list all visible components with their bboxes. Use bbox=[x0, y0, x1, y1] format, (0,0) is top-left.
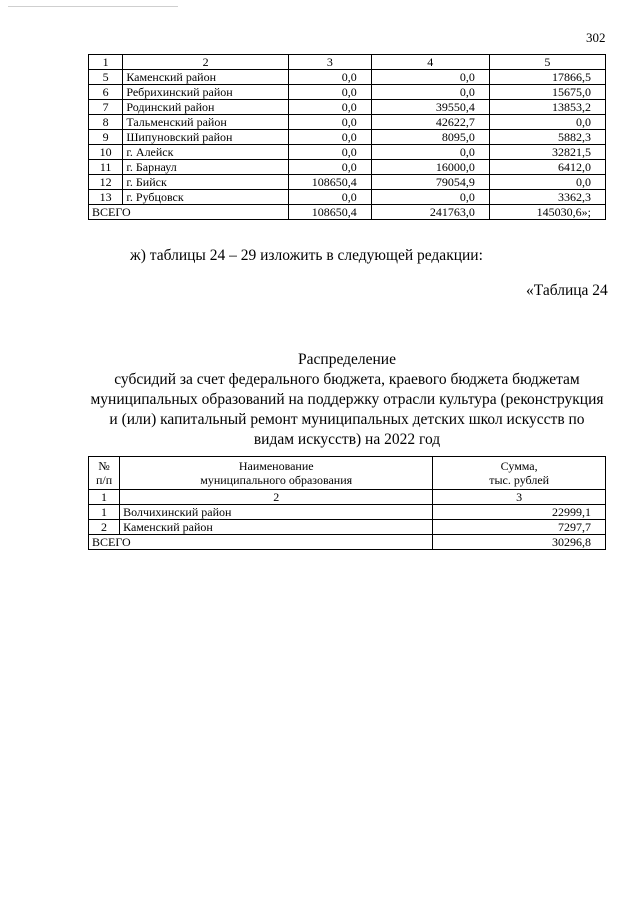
amount-cell: 16000,0 bbox=[371, 160, 489, 175]
table-heading bbox=[88, 350, 606, 450]
amount-cell: 0,0 bbox=[288, 190, 371, 205]
municipality-name: г. Рубцовск bbox=[123, 190, 289, 205]
total-row bbox=[89, 205, 606, 220]
amount-cell: 0,0 bbox=[288, 70, 371, 85]
row-number: 1 bbox=[89, 505, 120, 520]
municipality-name: Каменский район bbox=[123, 70, 289, 85]
municipality-name: Тальменский район bbox=[123, 115, 289, 130]
municipality-name: Каменский район bbox=[120, 520, 433, 535]
municipality-name: Родинский район bbox=[123, 100, 289, 115]
table-header-row bbox=[89, 457, 606, 490]
table-row bbox=[89, 100, 606, 115]
row-number: 9 bbox=[89, 130, 123, 145]
total-amount: 241763,0 bbox=[371, 205, 489, 220]
amount-cell: 0,0 bbox=[489, 115, 605, 130]
amount-cell: 0,0 bbox=[371, 70, 489, 85]
amount-cell: 0,0 bbox=[288, 160, 371, 175]
amount-cell: 79054,9 bbox=[371, 175, 489, 190]
table-row bbox=[89, 160, 606, 175]
table-row bbox=[89, 115, 606, 130]
municipality-name: Шипуновский район bbox=[123, 130, 289, 145]
amount-cell: 17866,5 bbox=[489, 70, 605, 85]
total-label: ВСЕГО bbox=[89, 205, 289, 220]
header-sum bbox=[433, 457, 606, 490]
amount-cell: 3362,3 bbox=[489, 190, 605, 205]
total-amount: 145030,6»; bbox=[489, 205, 605, 220]
table-row bbox=[89, 145, 606, 160]
amount-cell: 0,0 bbox=[288, 85, 371, 100]
header-text: № bbox=[98, 459, 110, 473]
heading-title: Распределение bbox=[298, 351, 396, 368]
table-row bbox=[89, 130, 606, 145]
amount-cell: 22999,1 bbox=[433, 505, 606, 520]
header-cell: 1 bbox=[89, 55, 123, 70]
row-number: 12 bbox=[89, 175, 123, 190]
table-row bbox=[89, 520, 606, 535]
column-number: 2 bbox=[120, 490, 433, 505]
municipality-name: Ребрихинский район bbox=[123, 85, 289, 100]
amount-cell: 39550,4 bbox=[371, 100, 489, 115]
column-number: 3 bbox=[433, 490, 606, 505]
header-cell: 5 bbox=[489, 55, 605, 70]
column-numbering-row bbox=[89, 490, 606, 505]
header-text: Наименование bbox=[238, 459, 314, 473]
amount-cell: 0,0 bbox=[288, 100, 371, 115]
heading-body: субсидий за счет федерального бюджета, краевого бюджета бюджетам муниципальных образований на поддержку отрасли культура (реконструкция и (или) капитальный ремонт муниципальных детских школ искусств по видам искусств) на 2022 год bbox=[90, 371, 604, 448]
header-text: п/п bbox=[95, 473, 113, 487]
top-divider bbox=[8, 6, 178, 7]
total-amount: 30296,8 bbox=[433, 535, 606, 550]
table-label: «Таблица 24 bbox=[526, 282, 608, 299]
amount-cell: 0,0 bbox=[371, 190, 489, 205]
header-cell: 3 bbox=[288, 55, 371, 70]
table-row bbox=[89, 85, 606, 100]
row-number: 7 bbox=[89, 100, 123, 115]
amendment-instruction: ж) таблицы 24 – 29 изложить в следующей редакции: bbox=[130, 247, 483, 264]
total-label: ВСЕГО bbox=[89, 535, 433, 550]
amount-cell: 0,0 bbox=[371, 85, 489, 100]
table-row bbox=[89, 70, 606, 85]
table-header-row bbox=[89, 55, 606, 70]
row-number: 13 bbox=[89, 190, 123, 205]
table-row bbox=[89, 190, 606, 205]
header-text: тыс. рублей bbox=[489, 473, 550, 487]
subsidy-table-24 bbox=[88, 456, 606, 550]
total-amount: 108650,4 bbox=[288, 205, 371, 220]
row-number: 6 bbox=[89, 85, 123, 100]
row-number: 11 bbox=[89, 160, 123, 175]
amount-cell: 6412,0 bbox=[489, 160, 605, 175]
header-number bbox=[89, 457, 120, 490]
subsidy-table-continuation bbox=[88, 54, 606, 220]
row-number: 8 bbox=[89, 115, 123, 130]
municipality-name: г. Алейск bbox=[123, 145, 289, 160]
row-number: 5 bbox=[89, 70, 123, 85]
amount-cell: 0,0 bbox=[288, 145, 371, 160]
column-number: 1 bbox=[89, 490, 120, 505]
amount-cell: 13853,2 bbox=[489, 100, 605, 115]
page-number: 302 bbox=[586, 30, 606, 45]
municipality-name: г. Барнаул bbox=[123, 160, 289, 175]
amount-cell: 108650,4 bbox=[288, 175, 371, 190]
header-text: муниципального образования bbox=[200, 473, 353, 487]
amount-cell: 15675,0 bbox=[489, 85, 605, 100]
municipality-name: г. Бийск bbox=[123, 175, 289, 190]
header-cell: 4 bbox=[371, 55, 489, 70]
amount-cell: 7297,7 bbox=[433, 520, 606, 535]
amount-cell: 0,0 bbox=[288, 115, 371, 130]
total-row bbox=[89, 535, 606, 550]
header-cell: 2 bbox=[123, 55, 289, 70]
table-row bbox=[89, 505, 606, 520]
amount-cell: 42622,7 bbox=[371, 115, 489, 130]
amount-cell: 8095,0 bbox=[371, 130, 489, 145]
row-number: 2 bbox=[89, 520, 120, 535]
header-text: Сумма, bbox=[500, 459, 538, 473]
amount-cell: 0,0 bbox=[288, 130, 371, 145]
amount-cell: 32821,5 bbox=[489, 145, 605, 160]
amount-cell: 5882,3 bbox=[489, 130, 605, 145]
amount-cell: 0,0 bbox=[489, 175, 605, 190]
header-name bbox=[120, 457, 433, 490]
row-number: 10 bbox=[89, 145, 123, 160]
table-row bbox=[89, 175, 606, 190]
municipality-name: Волчихинский район bbox=[120, 505, 433, 520]
amount-cell: 0,0 bbox=[371, 145, 489, 160]
